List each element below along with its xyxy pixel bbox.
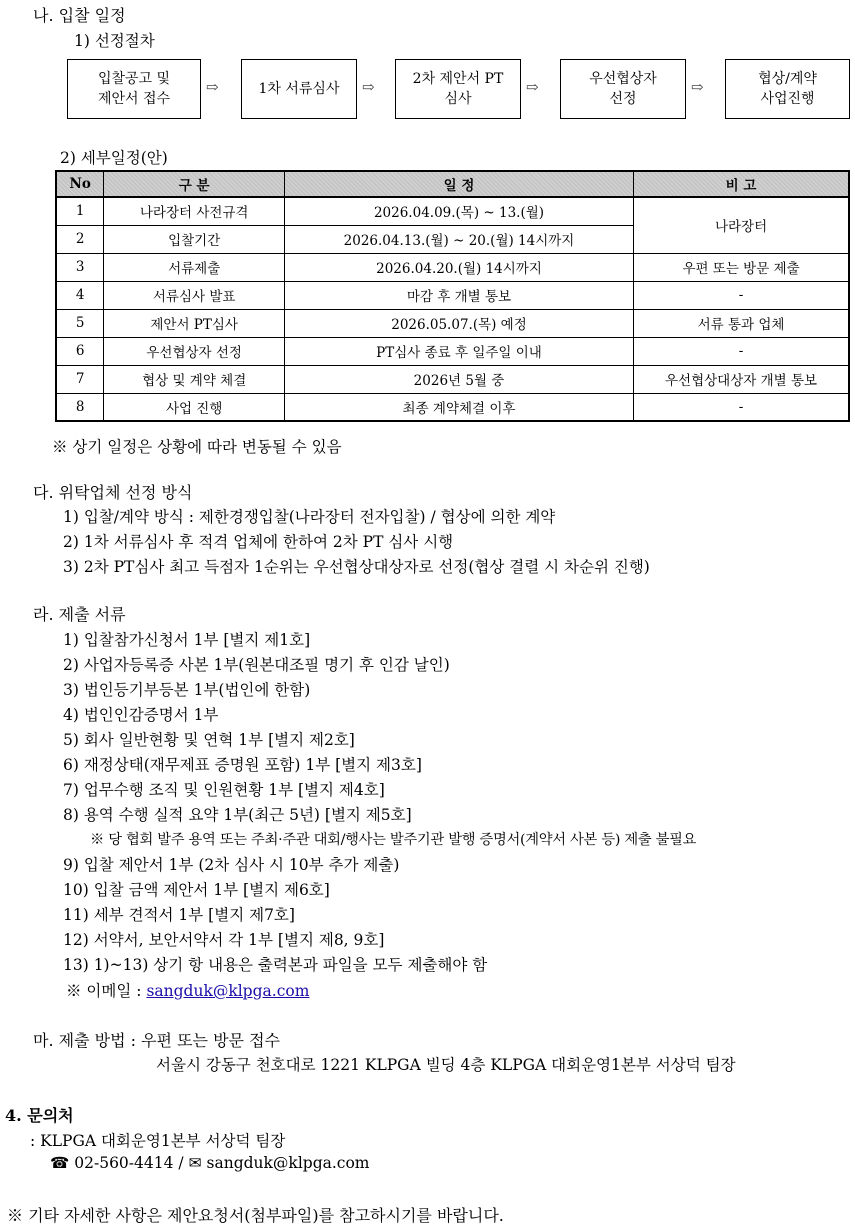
row-note: 우선협상대상자 개별 통보 [634, 365, 849, 393]
contact-person: : KLPGA 대회운영1본부 서상덕 팀장 [30, 1132, 286, 1150]
row-note: - [634, 337, 849, 365]
row-date: 마감 후 개별 통보 [284, 281, 633, 309]
list-item: 4) 법인인감증명서 1부 [63, 706, 219, 724]
list-item: 2) 사업자등록증 사본 1부(원본대조필 명기 후 인감 날인) [63, 656, 450, 674]
mail-icon: ✉ [188, 1154, 202, 1172]
phone-number: 02-560-4414 [74, 1154, 174, 1172]
phone-icon: ☎ [50, 1154, 70, 1172]
row-date: PT심사 종료 후 일주일 이내 [284, 337, 633, 365]
row-category: 제안서 PT심사 [104, 309, 285, 337]
row-no: 8 [56, 393, 104, 421]
list-item: 9) 입찰 제안서 1부 (2차 심사 시 10부 추가 제출) [63, 856, 400, 874]
flow-step-doc-review: 1차 서류심사 [241, 59, 357, 119]
table-row [56, 281, 849, 309]
row-note: 서류 통과 업체 [634, 309, 849, 337]
submission-address: 서울시 강동구 천호대로 1221 KLPGA 빌딩 4층 KLPGA 대회운영1본부 서상덕 팀장 [156, 1056, 736, 1074]
flow-step-preferred-bidder: 우선협상자 선정 [560, 59, 686, 119]
performance-note: ※ 당 협회 발주 용역 또는 주최·주관 대회/행사는 발주기관 발행 증명서(계약서 사본 등) 제출 불필요 [90, 832, 697, 848]
table-row [56, 365, 849, 393]
list-item: 7) 업무수행 조직 및 인원현황 1부 [별지 제4호] [63, 781, 385, 799]
header-note: 비 고 [634, 171, 849, 197]
row-category: 우선협상자 선정 [104, 337, 285, 365]
header-schedule: 일 정 [284, 171, 633, 197]
selection-procedure-label: 1) 선정절차 [74, 32, 155, 50]
section-4-heading: 4. 문의처 [5, 1106, 74, 1125]
list-item: 5) 회사 일반현황 및 연혁 1부 [별지 제2호] [63, 731, 355, 749]
list-item: 3) 법인등기부등본 1부(법인에 한함) [63, 681, 311, 699]
list-item: 6) 재정상태(재무제표 증명원 포함) 1부 [별지 제3호] [63, 756, 422, 774]
table-row [56, 393, 849, 421]
list-item: 8) 용역 수행 실적 요약 1부(최근 5년) [별지 제5호] [63, 806, 412, 824]
row-no: 2 [56, 225, 104, 253]
list-item: 13) 1)~13) 상기 항 내용은 출력본과 파일을 모두 제출해야 함 [63, 956, 488, 974]
flow-arrow-icon: ⇨ [526, 78, 539, 96]
row-date: 2026.04.13.(월) ~ 20.(월) 14시까지 [284, 225, 633, 253]
row-category: 나라장터 사전규격 [104, 197, 285, 225]
detailed-schedule-label: 2) 세부일정(안) [60, 149, 168, 167]
flow-step-announcement: 입찰공고 및 제안서 접수 [67, 59, 201, 119]
email-prefix: ※ 이메일 : [66, 982, 147, 1000]
schedule-footnote: ※ 상기 일정은 상황에 따라 변동될 수 있음 [52, 438, 342, 456]
flow-arrow-icon: ⇨ [362, 78, 375, 96]
row-no: 7 [56, 365, 104, 393]
email-line [66, 979, 309, 1001]
row-no: 5 [56, 309, 104, 337]
row-no: 6 [56, 337, 104, 365]
table-row [56, 253, 849, 281]
list-item: 2) 1차 서류심사 후 적격 업체에 한하여 2차 PT 심사 시행 [63, 533, 454, 551]
contact-email: sangduk@klpga.com [206, 1154, 370, 1172]
separator: / [178, 1154, 184, 1172]
list-item: 12) 서약서, 보안서약서 각 1부 [별지 제8, 9호] [63, 931, 385, 949]
row-no: 3 [56, 253, 104, 281]
row-category: 사업 진행 [104, 393, 285, 421]
table-row [56, 337, 849, 365]
list-item: 11) 세부 견적서 1부 [별지 제7호] [63, 906, 295, 924]
table-header-row [56, 171, 849, 197]
schedule-table [55, 170, 850, 422]
section-ma-heading: 마. 제출 방법 : 우편 또는 방문 접수 [33, 1031, 281, 1050]
row-category: 입찰기간 [104, 225, 285, 253]
section-na-heading: 나. 입찰 일정 [33, 6, 126, 25]
list-item: 1) 입찰참가신청서 1부 [별지 제1호] [63, 631, 311, 649]
final-note: ※ 기타 자세한 사항은 제안요청서(첨부파일)를 참고하시기를 바랍니다. [7, 1206, 504, 1225]
section-ra-heading: 라. 제출 서류 [33, 605, 126, 624]
list-item: 3) 2차 PT심사 최고 득점자 1순위는 우선협상대상자로 선정(협상 결렬 시 차순위 진행) [63, 558, 650, 576]
row-category: 서류제출 [104, 253, 285, 281]
row-date: 2026.05.07.(목) 예정 [284, 309, 633, 337]
row-note: 나라장터 [634, 197, 849, 253]
row-note: - [634, 393, 849, 421]
table-row [56, 309, 849, 337]
contact-line [50, 1154, 370, 1172]
header-category: 구 분 [104, 171, 285, 197]
row-category: 서류심사 발표 [104, 281, 285, 309]
row-category: 협상 및 계약 체결 [104, 365, 285, 393]
row-date: 2026.04.09.(목) ~ 13.(월) [284, 197, 633, 225]
row-date: 2026년 5월 중 [284, 365, 633, 393]
row-date: 최종 계약체결 이후 [284, 393, 633, 421]
row-no: 4 [56, 281, 104, 309]
header-no: No [56, 171, 104, 197]
flow-arrow-icon: ⇨ [691, 78, 704, 96]
row-note: 우편 또는 방문 제출 [634, 253, 849, 281]
row-note: - [634, 281, 849, 309]
flow-step-pt-review: 2차 제안서 PT 심사 [395, 59, 521, 119]
row-date: 2026.04.20.(월) 14시까지 [284, 253, 633, 281]
flow-step-contract: 협상/계약 사업진행 [725, 59, 850, 119]
list-item: 1) 입찰/계약 방식 : 제한경쟁입찰(나라장터 전자입찰) / 협상에 의한 계약 [63, 508, 556, 526]
row-no: 1 [56, 197, 104, 225]
list-item: 10) 입찰 금액 제안서 1부 [별지 제6호] [63, 881, 330, 899]
table-row [56, 197, 849, 225]
section-da-heading: 다. 위탁업체 선정 방식 [33, 483, 193, 502]
email-link[interactable]: sangduk@klpga.com [146, 982, 310, 1000]
flow-arrow-icon: ⇨ [206, 78, 219, 96]
